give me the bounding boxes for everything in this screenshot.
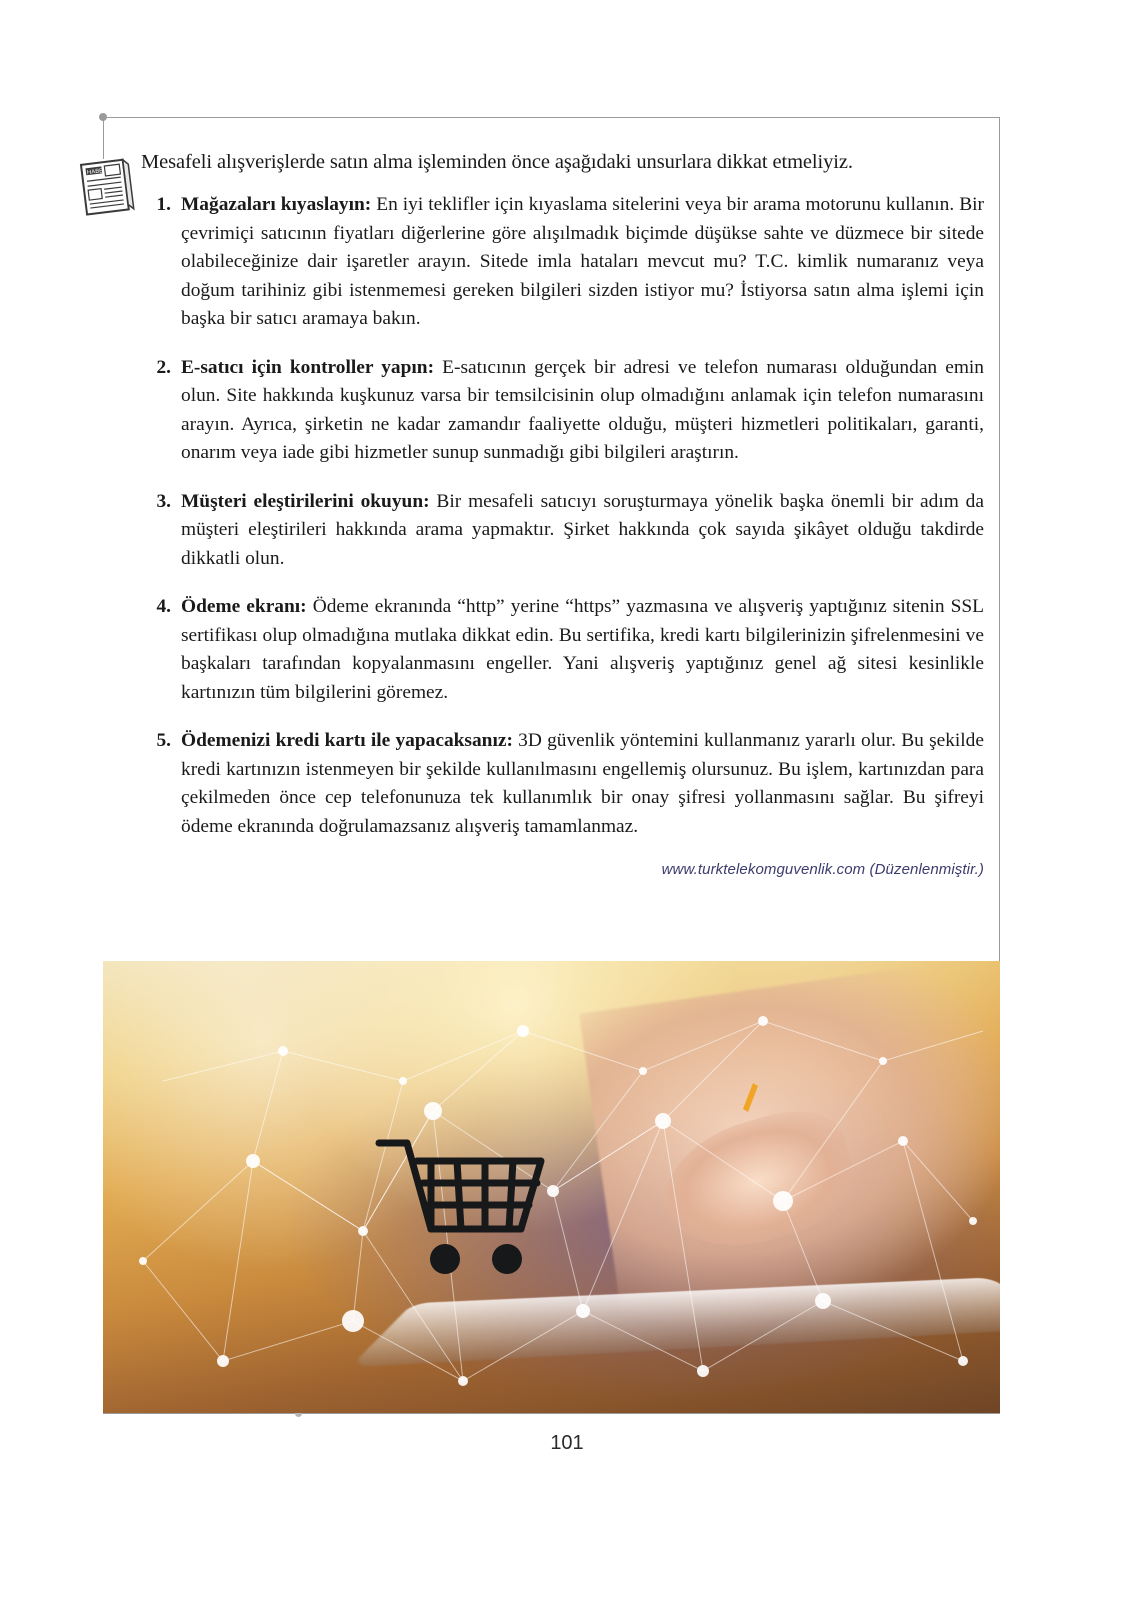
document-content bbox=[141, 148, 984, 878]
list-item-number: 5. bbox=[156, 730, 171, 752]
list-item bbox=[141, 354, 984, 468]
shopping-cart-icon bbox=[373, 1131, 553, 1281]
figure-image bbox=[103, 961, 1000, 1413]
list-item-text: Ödeme ekranında “http” yerine “https” yazmasına ve alışveriş yaptığınız sitenin SSL sertifikası olup olmadığına mutlaka dikkat edin. Bu sertifika, kredi kartı bilgilerinizin şifrelenmesini ve başkaları tarafından kopyalanmasını engeller. Yani alışveriş yaptığınız genel ağ sitesi kesinlikle kartınızın tüm bilgilerini göremez. bbox=[181, 596, 984, 703]
newspaper-icon bbox=[78, 157, 135, 219]
list-item-lead: Ödeme ekranı: bbox=[181, 596, 307, 618]
intro-paragraph: Mesafeli alışverişlerde satın alma işleminden önce aşağıdaki unsurlara dikkat etmeliyiz. bbox=[141, 151, 853, 173]
list-item-number: 2. bbox=[156, 356, 171, 378]
list-item-number: 3. bbox=[156, 490, 171, 512]
list-item-lead: Mağazaları kıyaslayın: bbox=[181, 194, 372, 216]
numbered-list bbox=[141, 191, 984, 841]
list-item-lead: Ödemenizi kredi kartı ile yapacaksanız: bbox=[181, 730, 513, 752]
svg-text:HABER: HABER bbox=[86, 167, 108, 177]
list-item-text: E-satıcının gerçek bir adresi ve telefon numarası olduğundan emin olun. Site hakkında kuşkunuz varsa bir temsilcisinin olup olmadığını anlamak için telefon numarasını arayın. Ayrıca, şirketin ne kadar zamandır faaliyette olduğu, müşteri hizmetleri politikaları, garanti, onarım veya iade gibi hizmetler sunup sunmadığı gibi bilgileri araştırın. bbox=[181, 356, 984, 464]
source-citation: www.turktelekomguvenlik.com (Düzenlenmiştir.) bbox=[661, 861, 984, 879]
list-item-text: En iyi teklifler için kıyaslama sitelerini veya bir arama motorunu kullanın. Bir çevrimiçi satıcının fiyatları diğerlerine göre alışılmadık biçimde düşükse sahte ve düzmece bir sitede olabileceğinize dair işaretler arayın. Sitede imla hataları mevcut mu? T.C. kimlik numaranız veya doğum tarihiniz gibi istenmemesi gereken bilgileri sizden istiyor mu? İstiyorsa satın alma işlemi için başka bir satıcı aramaya bakın. bbox=[181, 194, 984, 330]
list-item bbox=[141, 593, 984, 707]
page-number: 101 bbox=[550, 1432, 584, 1454]
list-item bbox=[141, 727, 984, 841]
list-item-lead: Müşteri eleştirilerini okuyun: bbox=[181, 490, 430, 512]
frame-corner-tick bbox=[103, 117, 104, 159]
list-item-text: Bir mesafeli satıcıyı soruşturmaya yönelik başka önemli bir adım da müşteri eleştirileri hakkında arama yapmaktır. Şirket hakkında çok sayıda şikâyet olduğu takdirde dikkatli olun. bbox=[181, 490, 984, 569]
list-item bbox=[141, 191, 984, 334]
list-item-text: 3D güvenlik yöntemini kullanmanız yararlı olur. Bu şekilde kredi kartınızın istenmeyen bir şekilde kullanılmasını engellemiş olursunuz. Bu işlem, kartınızdan para çekilmeden önce cep telefonunuza tek kullanımlık bir onay şifresi yollanmasını sağlar. Bu şifreyi ödeme ekranında doğrulamazsanız alışveriş tamamlanmaz. bbox=[181, 730, 984, 837]
list-item-number: 1. bbox=[156, 194, 171, 216]
list-item bbox=[141, 488, 984, 574]
list-item-lead: E-satıcı için kontroller yapın: bbox=[181, 356, 435, 378]
list-item-number: 4. bbox=[156, 596, 171, 618]
